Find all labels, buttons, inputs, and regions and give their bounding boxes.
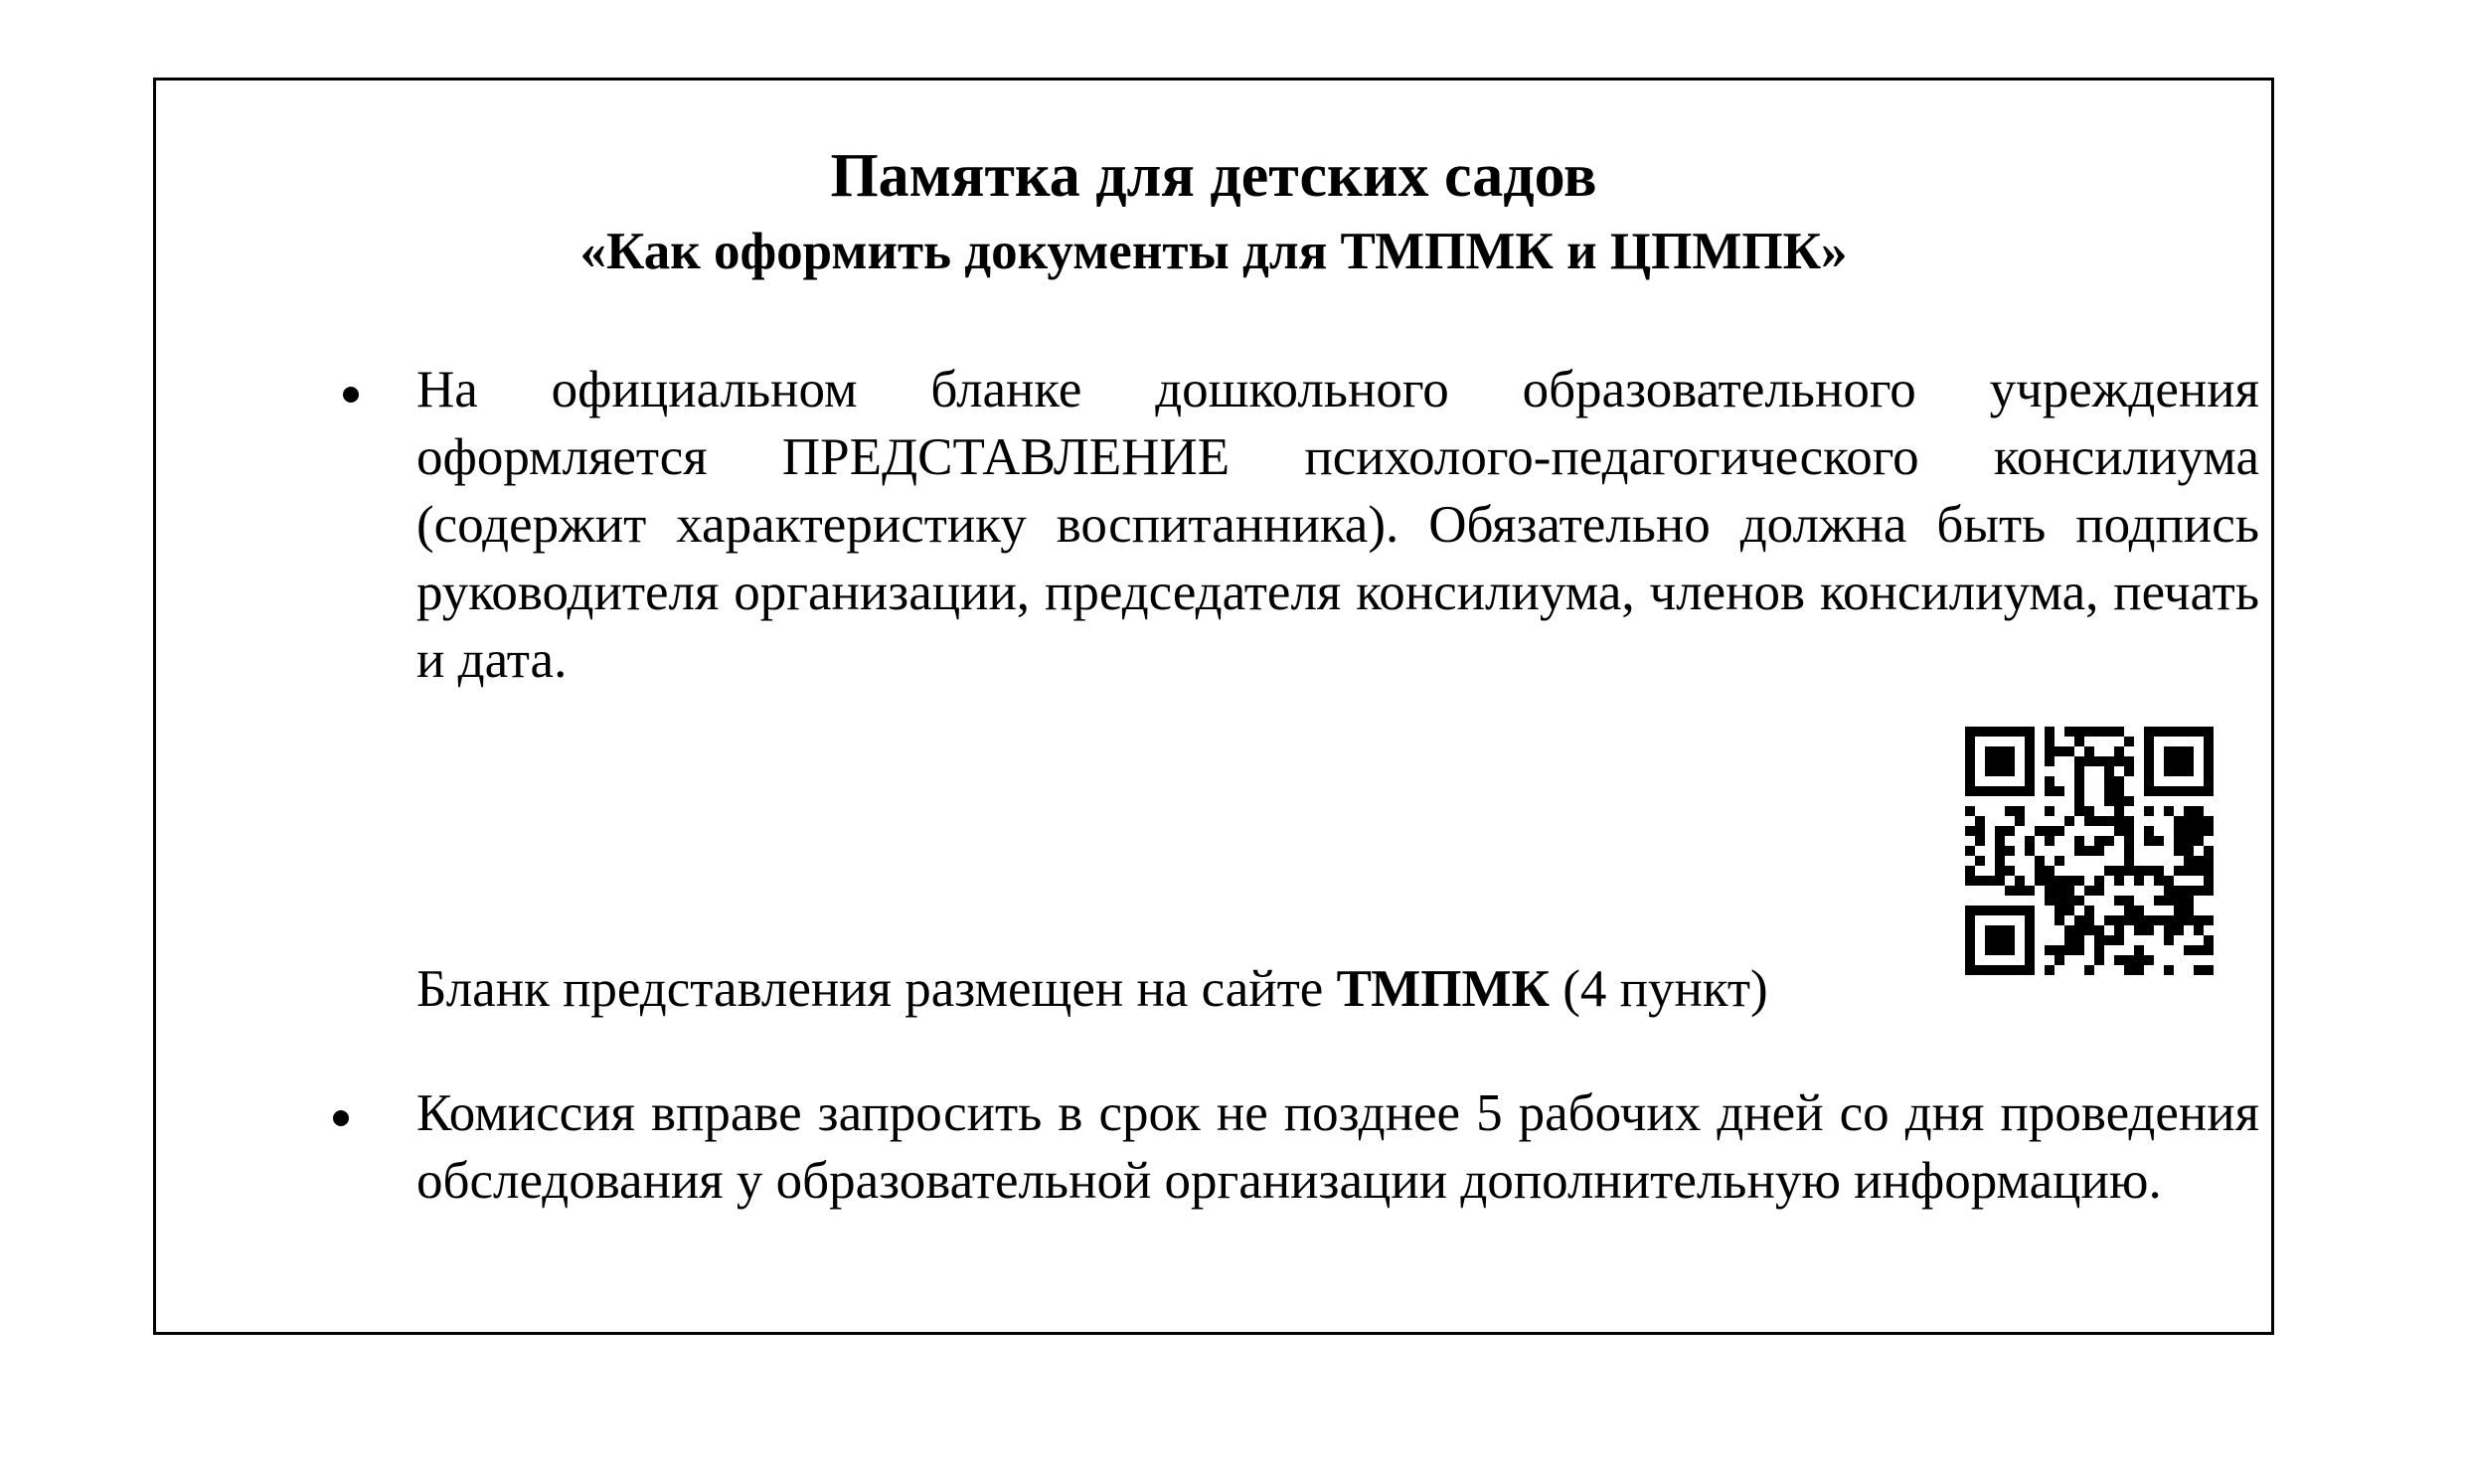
blank-info-line [416,955,1768,1023]
bullet-item-request: Комиссия вправе запросить в срок не позднее 5 рабочих дней со дня проведения обследования у образовательной организации дополнительную информацию. [416,1084,2259,1210]
qr-code-icon[interactable] [1965,727,2214,975]
site-name: ТМПМК [1336,960,1550,1018]
bullet-icon [333,1110,349,1126]
memo-subtitle: «Как оформить документы для ТМПМК и ЦПМПК» [579,223,1848,280]
memo-title: Памятка для детских садов [830,142,1597,210]
blank-info-text: Бланк представления размещен на сайте [416,960,1337,1018]
blank-info-suffix: (4 пункт) [1549,960,1768,1018]
bullet-item-presentation: На официальном бланке дошкольного образовательного учреждения оформляется ПРЕДСТАВЛЕНИЕ психолого-педагогического консилиума (содержит характеристику воспитанника). Обязательно должна быть подпись руководителя организации, председателя консилиума, членов консилиума, печать и дата. [416,361,2259,689]
bullet-icon [343,387,359,403]
memo-frame [153,78,2274,1335]
